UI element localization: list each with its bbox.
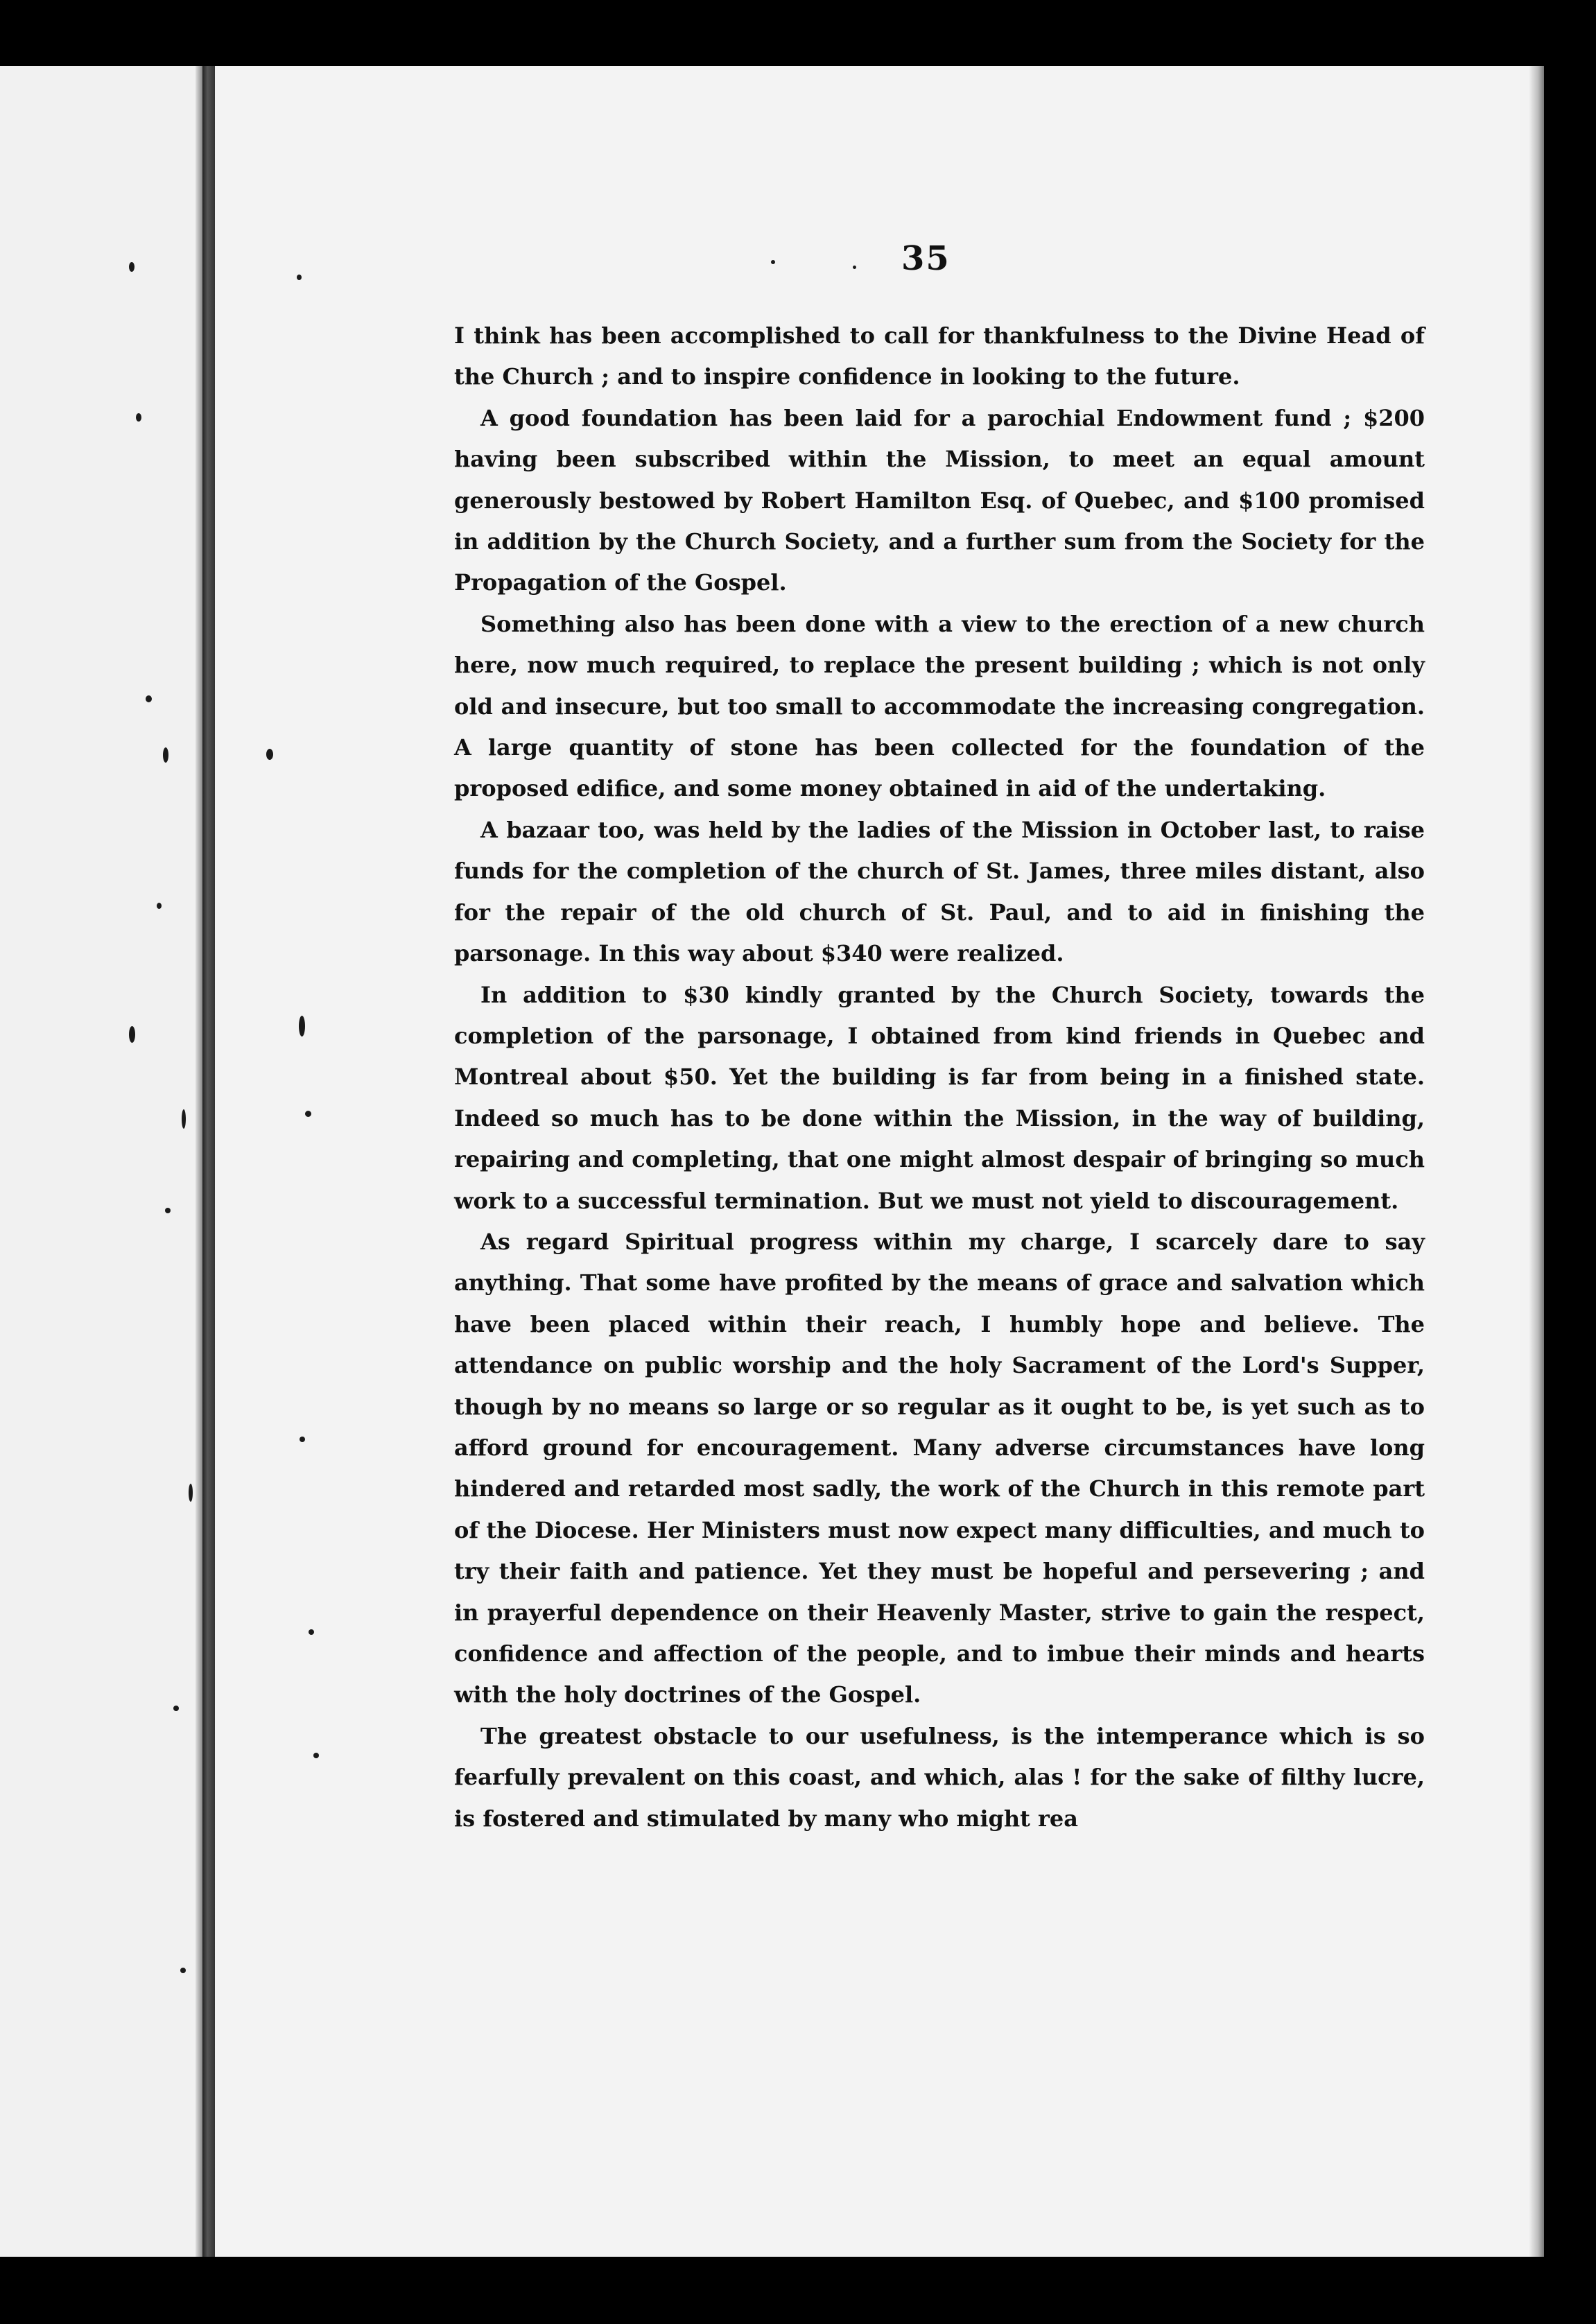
facing-page-speck bbox=[313, 1753, 319, 1758]
facing-page-speck bbox=[189, 1484, 193, 1502]
facing-page-speck bbox=[182, 1109, 186, 1129]
facing-page-speck bbox=[180, 1968, 186, 1973]
facing-page-speck bbox=[136, 413, 141, 422]
facing-page-speck bbox=[299, 1016, 305, 1037]
paragraph: In addition to $30 kindly granted by the Church Society, towards the completion of the parsonage, I obtained from kind friends in Quebec and Montreal about $50. Yet the building is far from being in a finished state. Indeed so much has to be done within the Mission, in the way of building, repairing and completing, that one might almost despair of bringing so much work to a successful termination. But we must not yield to discouragement. bbox=[454, 981, 1425, 1214]
facing-page-speck bbox=[146, 695, 152, 702]
page-edge bbox=[1529, 66, 1544, 2257]
facing-page bbox=[0, 66, 202, 2257]
page-speck bbox=[853, 266, 856, 269]
page-speck bbox=[771, 260, 775, 264]
facing-page-speck bbox=[305, 1111, 311, 1117]
facing-page-speck bbox=[165, 1208, 171, 1213]
paragraph: As regard Spiritual progress within my charge, I scarcely dare to say anything. That some have profited by the means of grace and salvation which have been placed within their reach, I humbly hope and believe. The attendance on public worship and the holy Sacrament of the Lord's Supper, though by no means so large or so regular as it ought to be, is yet such as to afford ground for encouragement. Many adverse circumstances have long hindered and retarded most sadly, the work of the Church in this remote part of the Diocese. Her Ministers must now expect many difficulties, and much to try their faith and patience. Yet they must be hopeful and persevering ; and in prayerful dependence on their Heavenly Master, strive to gain the respect, confidence and affection of the people, and to imbue their minds and hearts with the holy doctrines of the Gospel. bbox=[454, 1228, 1425, 1708]
paragraph: A bazaar too, was held by the ladies of the Mission in October last, to raise funds for the completion of the church of St. James, three miles distant, also for the repair of the old church of St. Paul, and to aid in finishing the parsonage. In this way about $340 were realized. bbox=[454, 816, 1425, 967]
facing-page-speck bbox=[157, 903, 162, 909]
page-number: 35 bbox=[901, 239, 951, 278]
paragraph: A good foundation has been laid for a parochial Endowment fund ; $200 having been subscribed within the Mission, to meet an equal amount generously bestowed by Robert Hamilton Esq. of Quebec, and $100 promised in addition by the Church Society, and a further sum from the Society for the Propagation of the Gospel. bbox=[454, 404, 1425, 596]
facing-page-speck bbox=[266, 749, 273, 760]
facing-page-speck bbox=[163, 747, 168, 763]
facing-page-speck bbox=[129, 262, 135, 272]
paragraph: I think has been accomplished to call for thankfulness to the Divine Head of the Church ; and to inspire confidence in looking to the future. bbox=[454, 322, 1425, 390]
facing-page-speck bbox=[173, 1706, 179, 1711]
book-gutter bbox=[202, 66, 215, 2257]
facing-page-speck bbox=[129, 1026, 135, 1043]
paragraph: Something also has been done with a view to the erection of a new church here, now much required, to replace the present building ; which is not only old and insecure, but too small to accommodate the increasing congregation. A large quantity of stone has been collected for the foundation of the proposed edifice, and some money obtained in aid of the undertaking. bbox=[454, 610, 1425, 802]
facing-page-speck bbox=[309, 1629, 314, 1635]
facing-page-speck bbox=[300, 1437, 305, 1442]
body-text bbox=[454, 315, 1425, 1839]
facing-page-speck bbox=[297, 275, 302, 280]
paragraph: The greatest obstacle to our usefulness, is the intemperance which is so fearfully prevalent on this coast, and which, alas ! for the sake of filthy lucre, is fostered and stimulated by many who might rea bbox=[454, 1722, 1425, 1832]
